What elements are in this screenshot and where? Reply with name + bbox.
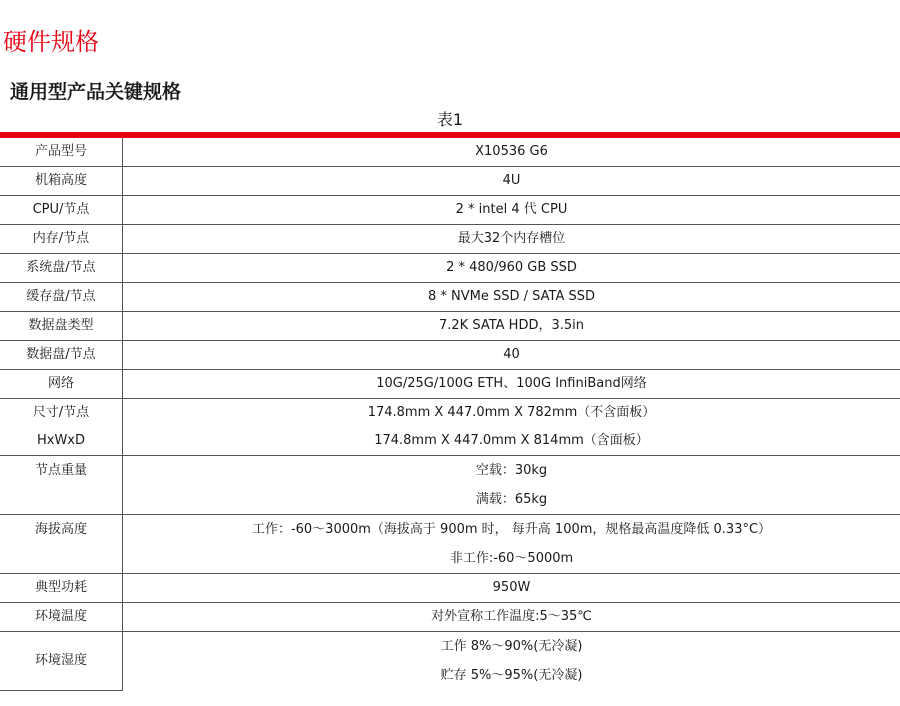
table-row [0,283,900,312]
row-label: 环境温度 [0,603,123,632]
row-label: 尺寸/节点 [0,399,123,428]
row-label: 海拔高度 [0,515,123,574]
value-line: 空载：30kg [475,463,548,478]
row-value: X10536 G6 [123,138,900,167]
table-row [0,456,900,515]
row-label: 数据盘/节点 [0,341,123,370]
table-row [0,399,900,428]
table-row [0,138,900,167]
row-label: CPU/节点 [0,196,123,225]
row-label: 机箱高度 [0,167,123,196]
spec-table [0,138,900,691]
value-line: 贮存 5%～95%(无冷凝) [440,668,583,683]
table-caption: 表1 [436,110,464,129]
value-line: 非工作:-60～5000m [449,551,574,566]
row-value: 8 * NVMe SSD / SATA SSD [123,283,900,312]
row-label: 内存/节点 [0,225,123,254]
table-row [0,515,900,574]
row-value: 4U [123,167,900,196]
table-row [0,427,900,456]
table-row [0,632,900,691]
row-value: 174.8mm X 447.0mm X 782mm（不含面板） [367,405,656,420]
row-label: 产品型号 [0,138,123,167]
row-label: HxWxD [0,427,123,456]
row-value [123,456,900,515]
row-value: 174.8mm X 447.0mm X 814mm（含面板） [123,427,900,456]
row-value: 40 [123,341,900,370]
row-label: 缓存盘/节点 [0,283,123,312]
row-value: 950W [123,574,900,603]
table-row [0,196,900,225]
row-value: 2 * 480/960 GB SSD [123,254,900,283]
table-row [0,167,900,196]
table-row [0,225,900,254]
page-heading: 硬件规格 [3,28,99,56]
row-value: 对外宣称工作温度:5～35℃ [123,603,900,632]
row-label: 系统盘/节点 [0,254,123,283]
row-label: 典型功耗 [0,574,123,603]
table-row [0,370,900,399]
table-row [0,312,900,341]
row-value [123,632,900,691]
table-row [0,574,900,603]
table-row [0,603,900,632]
value-line: 满载：65kg [475,492,548,507]
row-value: 2 * intel 4 代 CPU [123,196,900,225]
row-label: 节点重量 [0,456,123,515]
row-label: 环境湿度 [0,632,123,691]
row-label: 数据盘类型 [0,312,123,341]
value-line: 工作 8%～90%(无冷凝) [440,639,583,654]
row-label: 网络 [0,370,123,399]
table-row [0,254,900,283]
row-value: 7.2K SATA HDD，3.5in [123,312,900,341]
section-heading: 通用型产品关键规格 [10,81,182,103]
table-row [0,341,900,370]
row-value: 最大32个内存槽位 [123,225,900,254]
row-value: 10G/25G/100G ETH、100G InfiniBand网络 [123,370,900,399]
value-line: 工作：-60～3000m（海拔高于 900m 时， 每升高 100m，规格最高温度降低 0.33°C） [251,522,772,537]
row-value [123,515,900,574]
